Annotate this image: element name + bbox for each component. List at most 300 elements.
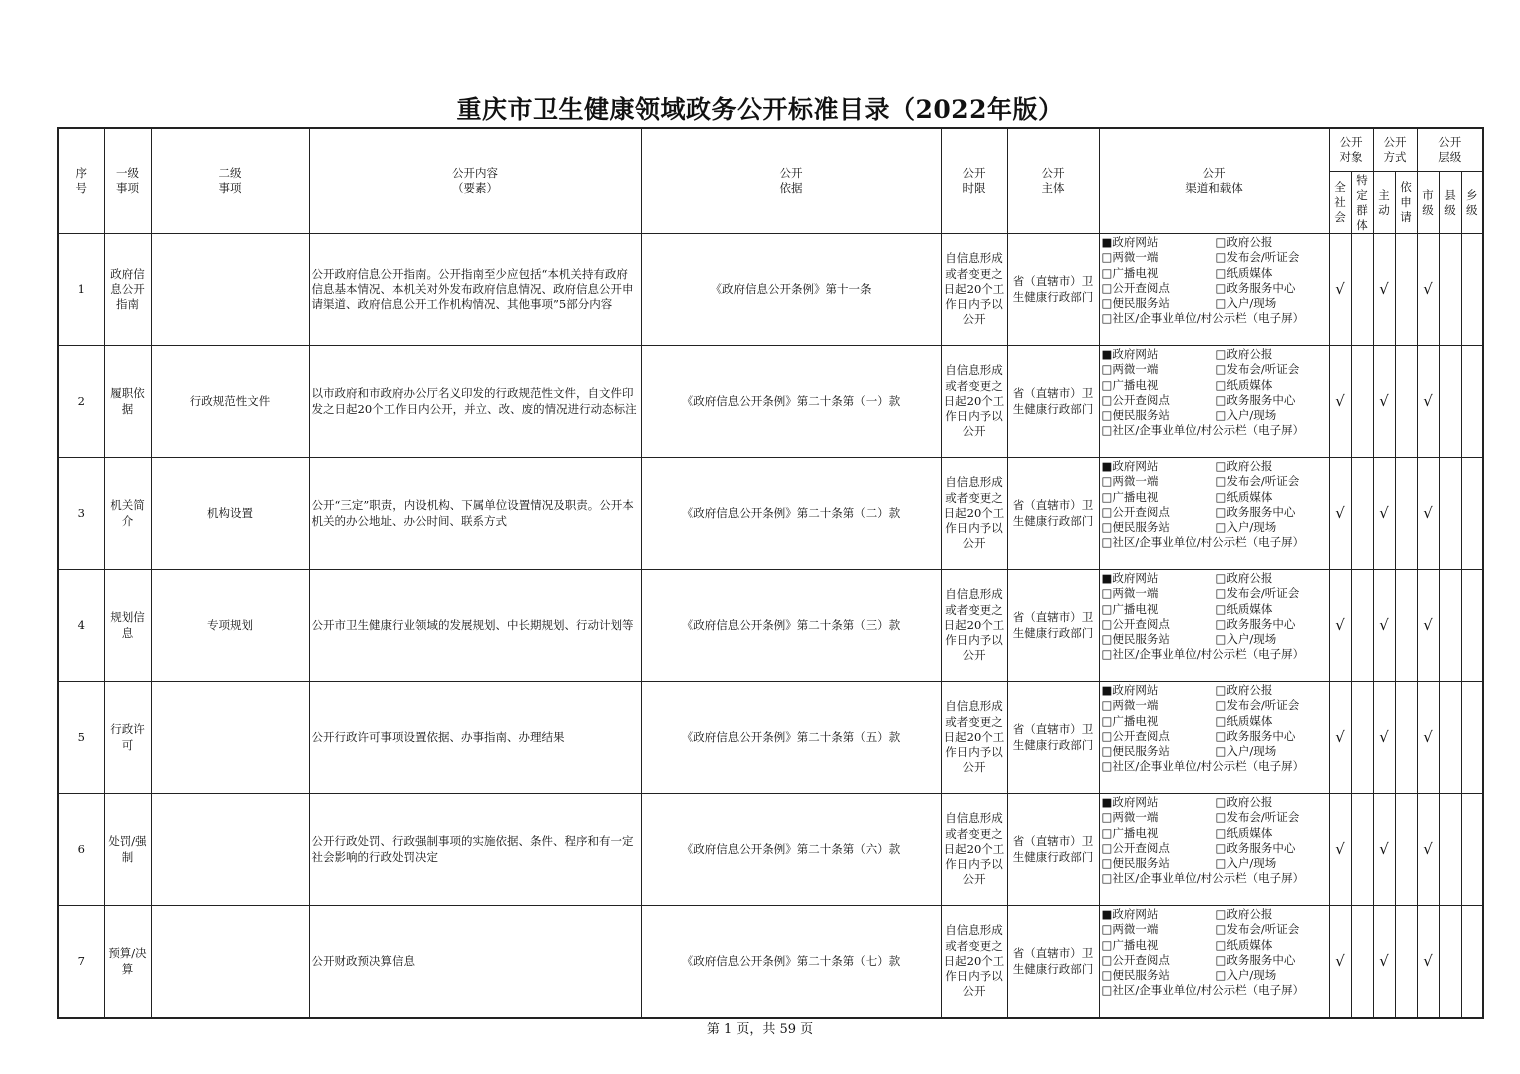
channel-label: 公开查阅点 (1112, 728, 1170, 743)
channel-label: 发布会/听证会 (1226, 250, 1300, 265)
row-index: 7 (58, 906, 104, 1019)
row-basis: 《政府信息公开条例》第二十条第（六）款 (641, 794, 941, 906)
row-content: 公开市卫生健康行业领域的发展规划、中长期规划、行动计划等 (309, 570, 641, 682)
row-deadline: 自信息形成或者变更之日起20个工作日内予以公开 (941, 570, 1007, 682)
mark-county (1439, 906, 1461, 1019)
row-level1: 处罚/强制 (104, 794, 151, 906)
channel-label: 广播电视 (1112, 713, 1159, 728)
mark-request (1395, 234, 1417, 346)
mark-request (1395, 794, 1417, 906)
channel-option (1102, 698, 1216, 713)
channel-option (1216, 968, 1326, 983)
unchecked-box-icon: □ (1215, 856, 1227, 871)
unchecked-box-icon: □ (1101, 713, 1113, 728)
mark-all: √ (1329, 234, 1351, 346)
channel-option (1216, 683, 1326, 698)
header-deadline: 公开 时限 (941, 128, 1007, 234)
unchecked-box-icon: □ (1101, 601, 1113, 616)
channel-option (1102, 378, 1216, 393)
channel-option (1102, 647, 1326, 662)
channel-option (1216, 474, 1326, 489)
header-basis: 公开 依据 (641, 128, 941, 234)
channel-label: 社区/企事业单位/村公示栏（电子屏） (1112, 423, 1305, 438)
unchecked-box-icon: □ (1101, 825, 1113, 840)
mark-city: √ (1417, 346, 1439, 458)
channel-label: 入户/现场 (1226, 968, 1277, 983)
mark-specific (1351, 906, 1373, 1019)
channel-option (1216, 795, 1326, 810)
row-deadline: 自信息形成或者变更之日起20个工作日内予以公开 (941, 906, 1007, 1019)
channel-list (1102, 795, 1327, 887)
channel-option (1216, 856, 1326, 871)
row-level2 (151, 234, 309, 346)
channel-label: 政府网站 (1112, 347, 1159, 361)
channel-label: 便民服务站 (1112, 632, 1170, 647)
row-basis: 《政府信息公开条例》第二十条第（一）款 (641, 346, 941, 458)
channel-option (1216, 505, 1326, 520)
unchecked-box-icon: □ (1101, 937, 1113, 952)
channel-label: 政府公报 (1226, 683, 1273, 697)
row-channels (1099, 458, 1329, 570)
channel-option (1102, 922, 1216, 937)
channel-label: 发布会/听证会 (1226, 474, 1300, 489)
unchecked-box-icon: □ (1215, 296, 1227, 311)
channel-option (1102, 347, 1216, 362)
mark-active: √ (1373, 794, 1395, 906)
unchecked-box-icon: □ (1215, 362, 1227, 377)
channel-label: 政务服务中心 (1226, 728, 1296, 743)
channel-option (1216, 235, 1326, 250)
channel-label: 政府公报 (1226, 235, 1273, 249)
unchecked-box-icon: □ (1101, 759, 1113, 774)
channel-label: 公开查阅点 (1112, 392, 1170, 407)
unchecked-box-icon: □ (1215, 937, 1227, 952)
row-level2: 行政规范性文件 (151, 346, 309, 458)
unchecked-box-icon: □ (1215, 968, 1227, 983)
channel-label: 广播电视 (1112, 825, 1159, 840)
row-channels (1099, 570, 1329, 682)
channel-option (1216, 698, 1326, 713)
unchecked-box-icon: □ (1101, 871, 1113, 886)
unchecked-box-icon: □ (1215, 392, 1227, 407)
channel-option (1216, 281, 1326, 296)
row-channels (1099, 682, 1329, 794)
unchecked-box-icon: □ (1101, 632, 1113, 647)
channel-label: 便民服务站 (1112, 968, 1170, 983)
channel-label: 发布会/听证会 (1226, 810, 1300, 825)
channel-label: 便民服务站 (1112, 744, 1170, 759)
channel-option (1102, 856, 1216, 871)
channel-label: 入户/现场 (1226, 296, 1277, 311)
mark-request (1395, 682, 1417, 794)
row-index: 1 (58, 234, 104, 346)
mark-specific (1351, 458, 1373, 570)
channel-label: 社区/企事业单位/村公示栏（电子屏） (1112, 983, 1305, 998)
mark-active: √ (1373, 682, 1395, 794)
unchecked-box-icon: □ (1215, 795, 1227, 809)
table-row (58, 458, 1483, 570)
header-subject: 公开 主体 (1007, 128, 1099, 234)
channel-option (1102, 362, 1216, 377)
row-basis: 《政府信息公开条例》第二十条第（七）款 (641, 906, 941, 1019)
mark-city: √ (1417, 794, 1439, 906)
channel-option (1102, 729, 1216, 744)
unchecked-box-icon: □ (1215, 489, 1227, 504)
mark-city: √ (1417, 234, 1439, 346)
mark-city: √ (1417, 458, 1439, 570)
channel-option (1216, 729, 1326, 744)
channel-option (1216, 378, 1326, 393)
unchecked-box-icon: □ (1215, 810, 1227, 825)
channel-list (1102, 347, 1327, 439)
channel-label: 政府网站 (1112, 571, 1159, 585)
channel-label: 社区/企事业单位/村公示栏（电子屏） (1112, 647, 1305, 662)
unchecked-box-icon: □ (1101, 250, 1113, 265)
header-level-township: 乡 级 (1461, 172, 1483, 234)
unchecked-box-icon: □ (1215, 235, 1227, 249)
row-basis: 《政府信息公开条例》第十一条 (641, 234, 941, 346)
channel-label: 公开查阅点 (1112, 952, 1170, 967)
mark-county (1439, 234, 1461, 346)
mark-all: √ (1329, 458, 1351, 570)
channel-label: 入户/现场 (1226, 744, 1277, 759)
mark-specific (1351, 346, 1373, 458)
channel-label: 入户/现场 (1226, 856, 1277, 871)
channel-label: 政府公报 (1226, 347, 1273, 361)
mark-city: √ (1417, 906, 1439, 1019)
header-content: 公开内容 （要素） (309, 128, 641, 234)
channel-list (1102, 235, 1327, 327)
unchecked-box-icon: □ (1101, 265, 1113, 280)
channel-list (1102, 683, 1327, 775)
channel-option (1216, 922, 1326, 937)
header-level1: 一级 事项 (104, 128, 151, 234)
unchecked-box-icon: □ (1101, 280, 1113, 295)
channel-list (1102, 459, 1327, 551)
channel-option (1216, 490, 1326, 505)
channel-option (1216, 266, 1326, 281)
channel-option (1102, 683, 1216, 698)
checked-box-icon: ■ (1101, 907, 1113, 921)
channel-option (1102, 520, 1216, 535)
channel-option (1102, 841, 1216, 856)
channel-label: 便民服务站 (1112, 296, 1170, 311)
channel-option (1102, 759, 1326, 774)
mark-all: √ (1329, 346, 1351, 458)
channel-option (1102, 571, 1216, 586)
channel-label: 广播电视 (1112, 937, 1159, 952)
mark-township (1461, 906, 1483, 1019)
mark-county (1439, 794, 1461, 906)
mark-active: √ (1373, 346, 1395, 458)
channel-label: 纸质媒体 (1226, 601, 1273, 616)
mark-request (1395, 906, 1417, 1019)
row-level2: 专项规划 (151, 570, 309, 682)
unchecked-box-icon: □ (1101, 983, 1113, 998)
unchecked-box-icon: □ (1101, 408, 1113, 423)
header-target-specific: 特 定 群 体 (1351, 172, 1373, 234)
channel-label: 公开查阅点 (1112, 616, 1170, 631)
unchecked-box-icon: □ (1215, 683, 1227, 697)
channel-option (1102, 296, 1216, 311)
channel-option (1102, 953, 1216, 968)
row-index: 2 (58, 346, 104, 458)
channel-label: 政务服务中心 (1226, 952, 1296, 967)
unchecked-box-icon: □ (1101, 377, 1113, 392)
checked-box-icon: ■ (1101, 571, 1113, 585)
mark-all: √ (1329, 906, 1351, 1019)
unchecked-box-icon: □ (1215, 601, 1227, 616)
unchecked-box-icon: □ (1215, 698, 1227, 713)
channel-option (1102, 266, 1216, 281)
unchecked-box-icon: □ (1215, 825, 1227, 840)
channel-label: 政务服务中心 (1226, 616, 1296, 631)
channel-option (1102, 474, 1216, 489)
channel-label: 纸质媒体 (1226, 377, 1273, 392)
header-channels: 公开 渠道和载体 (1099, 128, 1329, 234)
channel-label: 政府网站 (1112, 795, 1159, 809)
channel-label: 纸质媒体 (1226, 937, 1273, 952)
mark-specific (1351, 234, 1373, 346)
row-deadline: 自信息形成或者变更之日起20个工作日内予以公开 (941, 234, 1007, 346)
channel-option (1102, 968, 1216, 983)
unchecked-box-icon: □ (1101, 296, 1113, 311)
unchecked-box-icon: □ (1101, 744, 1113, 759)
channel-option (1102, 235, 1216, 250)
channel-option (1102, 505, 1216, 520)
channel-label: 政务服务中心 (1226, 392, 1296, 407)
channel-label: 两微一端 (1112, 474, 1159, 489)
channel-option (1216, 362, 1326, 377)
channel-option (1102, 250, 1216, 265)
unchecked-box-icon: □ (1215, 840, 1227, 855)
channel-label: 两微一端 (1112, 586, 1159, 601)
mark-township (1461, 234, 1483, 346)
channel-option (1216, 296, 1326, 311)
channel-option (1216, 459, 1326, 474)
table-row (58, 346, 1483, 458)
channel-option (1102, 826, 1216, 841)
unchecked-box-icon: □ (1215, 632, 1227, 647)
unchecked-box-icon: □ (1101, 392, 1113, 407)
row-index: 4 (58, 570, 104, 682)
channel-label: 政府网站 (1112, 235, 1159, 249)
header-target: 公开 对象 (1329, 128, 1373, 172)
channel-label: 政务服务中心 (1226, 280, 1296, 295)
channel-label: 发布会/听证会 (1226, 586, 1300, 601)
channel-option (1102, 907, 1216, 922)
mark-all: √ (1329, 682, 1351, 794)
unchecked-box-icon: □ (1101, 968, 1113, 983)
mark-request (1395, 346, 1417, 458)
mark-county (1439, 682, 1461, 794)
channel-option (1216, 714, 1326, 729)
row-subject: 省（直辖市）卫生健康行政部门 (1007, 346, 1099, 458)
channel-label: 政务服务中心 (1226, 840, 1296, 855)
row-content: 公开“三定”职责，内设机构、下属单位设置情况及职责。公开本机关的办公地址、办公时间、联系方式 (309, 458, 641, 570)
unchecked-box-icon: □ (1215, 586, 1227, 601)
channel-option (1102, 744, 1216, 759)
checked-box-icon: ■ (1101, 347, 1113, 361)
row-basis: 《政府信息公开条例》第二十条第（二）款 (641, 458, 941, 570)
unchecked-box-icon: □ (1215, 571, 1227, 585)
catalog-table (57, 127, 1484, 1019)
channel-option (1216, 617, 1326, 632)
row-level1: 机关简介 (104, 458, 151, 570)
unchecked-box-icon: □ (1215, 713, 1227, 728)
channel-label: 纸质媒体 (1226, 265, 1273, 280)
channel-option (1216, 953, 1326, 968)
channel-option (1102, 281, 1216, 296)
channel-option (1102, 938, 1216, 953)
row-content: 公开行政处罚、行政强制事项的实施依据、条件、程序和有一定社会影响的行政处罚决定 (309, 794, 641, 906)
row-channels (1099, 794, 1329, 906)
mark-active: √ (1373, 570, 1395, 682)
mark-active: √ (1373, 234, 1395, 346)
mark-township (1461, 570, 1483, 682)
row-subject: 省（直辖市）卫生健康行政部门 (1007, 794, 1099, 906)
channel-option (1216, 632, 1326, 647)
row-level1: 预算/决算 (104, 906, 151, 1019)
channel-label: 便民服务站 (1112, 520, 1170, 535)
channel-option (1216, 744, 1326, 759)
unchecked-box-icon: □ (1101, 728, 1113, 743)
channel-label: 政务服务中心 (1226, 504, 1296, 519)
mark-township (1461, 458, 1483, 570)
channel-label: 纸质媒体 (1226, 825, 1273, 840)
unchecked-box-icon: □ (1101, 474, 1113, 489)
row-level2 (151, 794, 309, 906)
row-subject: 省（直辖市）卫生健康行政部门 (1007, 458, 1099, 570)
header-level2: 二级 事项 (151, 128, 309, 234)
unchecked-box-icon: □ (1215, 280, 1227, 295)
mark-request (1395, 458, 1417, 570)
unchecked-box-icon: □ (1101, 362, 1113, 377)
checked-box-icon: ■ (1101, 459, 1113, 473)
channel-label: 入户/现场 (1226, 520, 1277, 535)
unchecked-box-icon: □ (1215, 250, 1227, 265)
table-row (58, 794, 1483, 906)
header-target-all: 全 社 会 (1329, 172, 1351, 234)
row-level2 (151, 682, 309, 794)
mark-township (1461, 794, 1483, 906)
row-deadline: 自信息形成或者变更之日起20个工作日内予以公开 (941, 458, 1007, 570)
mark-specific (1351, 570, 1373, 682)
document-title: 重庆市卫生健康领域政务公开标准目录（2022年版） (456, 95, 1064, 124)
channel-list (1102, 907, 1327, 999)
channel-label: 政府网站 (1112, 459, 1159, 473)
channel-option (1216, 602, 1326, 617)
channel-label: 广播电视 (1112, 377, 1159, 392)
channel-label: 便民服务站 (1112, 408, 1170, 423)
row-content: 公开财政预决算信息 (309, 906, 641, 1019)
channel-label: 公开查阅点 (1112, 280, 1170, 295)
unchecked-box-icon: □ (1101, 489, 1113, 504)
unchecked-box-icon: □ (1215, 377, 1227, 392)
mark-township (1461, 682, 1483, 794)
unchecked-box-icon: □ (1101, 856, 1113, 871)
header-index: 序 号 (58, 128, 104, 234)
channel-option (1102, 983, 1326, 998)
header-level-city: 市 级 (1417, 172, 1439, 234)
row-level1: 政府信息公开指南 (104, 234, 151, 346)
mark-city: √ (1417, 682, 1439, 794)
row-basis: 《政府信息公开条例》第二十条第（三）款 (641, 570, 941, 682)
unchecked-box-icon: □ (1215, 520, 1227, 535)
channel-label: 社区/企事业单位/村公示栏（电子屏） (1112, 535, 1305, 550)
row-deadline: 自信息形成或者变更之日起20个工作日内予以公开 (941, 682, 1007, 794)
channel-label: 两微一端 (1112, 250, 1159, 265)
unchecked-box-icon: □ (1101, 586, 1113, 601)
unchecked-box-icon: □ (1215, 504, 1227, 519)
channel-label: 发布会/听证会 (1226, 922, 1300, 937)
channel-label: 入户/现场 (1226, 632, 1277, 647)
unchecked-box-icon: □ (1101, 952, 1113, 967)
row-subject: 省（直辖市）卫生健康行政部门 (1007, 906, 1099, 1019)
channel-label: 政府公报 (1226, 571, 1273, 585)
table-row (58, 234, 1483, 346)
channel-label: 政府网站 (1112, 907, 1159, 921)
channel-label: 入户/现场 (1226, 408, 1277, 423)
channel-label: 政府公报 (1226, 795, 1273, 809)
unchecked-box-icon: □ (1101, 535, 1113, 550)
unchecked-box-icon: □ (1215, 952, 1227, 967)
row-deadline: 自信息形成或者变更之日起20个工作日内予以公开 (941, 794, 1007, 906)
row-content: 公开政府信息公开指南。公开指南至少应包括“本机关持有政府信息基本情况、本机关对外发布政府信息情况、政府信息公开申请渠道、政府信息公开工作机构情况、其他事项”5部分内容 (309, 234, 641, 346)
channel-option (1102, 459, 1216, 474)
channel-option (1102, 490, 1216, 505)
unchecked-box-icon: □ (1101, 504, 1113, 519)
channel-option (1216, 907, 1326, 922)
channel-label: 社区/企事业单位/村公示栏（电子屏） (1112, 759, 1305, 774)
row-subject: 省（直辖市）卫生健康行政部门 (1007, 234, 1099, 346)
channel-label: 公开查阅点 (1112, 840, 1170, 855)
channel-label: 社区/企事业单位/村公示栏（电子屏） (1112, 871, 1305, 886)
unchecked-box-icon: □ (1101, 616, 1113, 631)
table-body (58, 234, 1483, 1019)
channel-option (1102, 617, 1216, 632)
row-content: 以市政府和市政府办公厅名义印发的行政规范性文件，自文件印发之日起20个工作日内公开，并立、改、废的情况进行动态标注 (309, 346, 641, 458)
channel-label: 政府网站 (1112, 683, 1159, 697)
channel-label: 两微一端 (1112, 698, 1159, 713)
unchecked-box-icon: □ (1101, 810, 1113, 825)
channel-list (1102, 571, 1327, 663)
table-row (58, 682, 1483, 794)
page-footer: 第 1 页，共 59 页 (706, 1022, 814, 1037)
channel-option (1102, 423, 1326, 438)
mark-county (1439, 346, 1461, 458)
unchecked-box-icon: □ (1101, 423, 1113, 438)
row-channels (1099, 346, 1329, 458)
unchecked-box-icon: □ (1215, 907, 1227, 921)
header-level: 公开 层级 (1417, 128, 1483, 172)
channel-option (1102, 795, 1216, 810)
channel-option (1216, 408, 1326, 423)
channel-label: 两微一端 (1112, 362, 1159, 377)
checked-box-icon: ■ (1101, 795, 1113, 809)
unchecked-box-icon: □ (1101, 311, 1113, 326)
channel-option (1216, 520, 1326, 535)
channel-option (1216, 810, 1326, 825)
row-content: 公开行政许可事项设置依据、办事指南、办理结果 (309, 682, 641, 794)
channel-option (1102, 393, 1216, 408)
unchecked-box-icon: □ (1215, 347, 1227, 361)
unchecked-box-icon: □ (1101, 698, 1113, 713)
row-level1: 行政许可 (104, 682, 151, 794)
channel-label: 便民服务站 (1112, 856, 1170, 871)
row-subject: 省（直辖市）卫生健康行政部门 (1007, 570, 1099, 682)
channel-label: 广播电视 (1112, 489, 1159, 504)
